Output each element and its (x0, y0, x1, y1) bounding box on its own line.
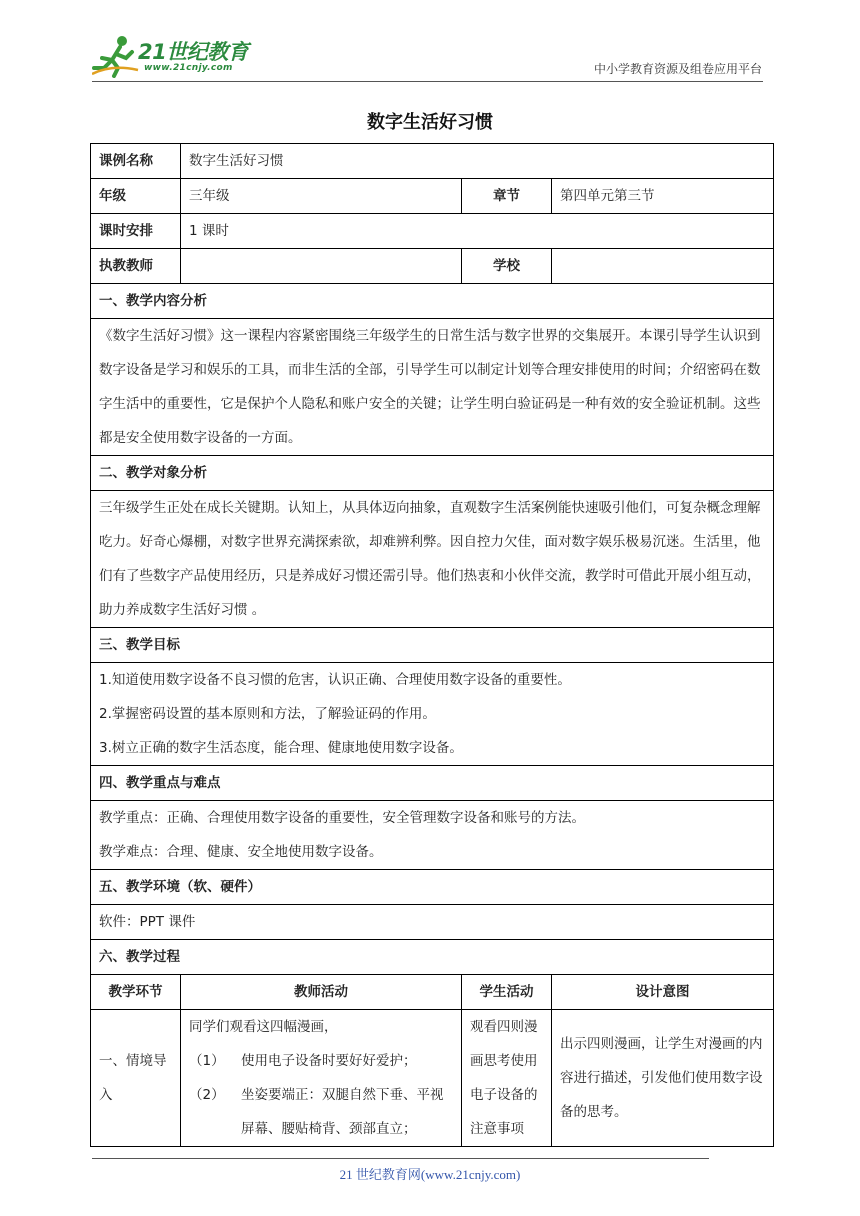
content-analysis-heading: 一、教学内容分析 (91, 284, 774, 319)
chapter-value: 第四单元第三节 (552, 179, 774, 214)
page-header (92, 30, 762, 82)
environment-text: 软件：PPT 课件 (91, 905, 774, 940)
chapter-label: 章节 (462, 179, 552, 214)
goal-item: 2.掌握密码设置的基本原则和方法，了解验证码的作用。 (99, 706, 436, 722)
student-activity-cell: 观看四则漫画思考使用电子设备的注意事项 (462, 1010, 552, 1147)
header-intent: 设计意图 (552, 975, 774, 1010)
difficult-point: 教学难点：合理、健康、安全地使用数字设备。 (99, 844, 383, 860)
hours-label: 课时安排 (91, 214, 181, 249)
design-intent-cell: 出示四则漫画，让学生对漫画的内容进行描述，引发他们使用数字设备的思考。 (552, 1010, 774, 1147)
header-divider (92, 81, 763, 82)
item-number: （2） (189, 1087, 225, 1103)
teacher-item (189, 1078, 453, 1146)
school-value (552, 249, 774, 284)
header-student: 学生活动 (462, 975, 552, 1010)
process-heading: 六、教学过程 (91, 940, 774, 975)
content-analysis-text: 《数字生活好习惯》这一课程内容紧密围绕三年级学生的日常生活与数字世界的交集展开。本课引导学生认识到数字设备是学习和娱乐的工具，而非生活的全部，引导学生可以制定计划等合理安排使用的时间；介绍密码在数字生活中的重要性，它是保护个人隐私和账户安全的关键；让学生明白验证码是一种有效的安全验证机制。这些都是安全使用数字设备的一方面。 (91, 319, 774, 456)
row-grade (91, 179, 774, 214)
goal-item: 1.知道使用数字设备不良习惯的危害，认识正确、合理使用数字设备的重要性。 (99, 672, 571, 688)
row-hours (91, 214, 774, 249)
header-teacher: 教师活动 (181, 975, 462, 1010)
goals-heading: 三、教学目标 (91, 628, 774, 663)
lesson-plan-table (90, 143, 774, 1147)
object-analysis-text: 三年级学生正处在成长关键期。认知上，从具体迈向抽象，直观数字生活案例能快速吸引他们，可复杂概念理解吃力。好奇心爆棚，对数字世界充满探索欲，却难辨利弊。因自控力欠佳，面对数字娱乐极易沉迷。生活里，他们有了些数字产品使用经历，只是养成好习惯还需引导。他们热衷和小伙伴交流，教学时可借此开展小组互动，助力养成数字生活好习惯 。 (91, 491, 774, 628)
teacher-activity-cell (181, 1010, 462, 1147)
logo-text: 21世纪教育 (138, 40, 249, 64)
teacher-intro: 同学们观看这四幅漫画， (189, 1019, 338, 1035)
item-text: 使用电子设备时要好好爱护； (241, 1053, 417, 1069)
footer-divider (92, 1158, 709, 1159)
stage-cell: 一、情境导入 (91, 1010, 181, 1147)
document-title: 数字生活好习惯 (367, 112, 493, 133)
goals-list (91, 663, 774, 766)
grade-label: 年级 (91, 179, 181, 214)
grade-value: 三年级 (181, 179, 462, 214)
process-row (91, 1010, 774, 1147)
school-label: 学校 (462, 249, 552, 284)
runner-logo-icon (92, 34, 140, 78)
row-course (91, 144, 774, 179)
teacher-value (181, 249, 462, 284)
key-points (91, 801, 774, 870)
hours-value: 1 课时 (181, 214, 774, 249)
item-text: 坐姿要端正：双腿自然下垂、平视屏幕、腰贴椅背、颈部直立； (241, 1087, 444, 1137)
platform-name: 中小学教育资源及组卷应用平台 (593, 62, 762, 76)
object-analysis-heading: 二、教学对象分析 (91, 456, 774, 491)
teacher-label: 执教教师 (91, 249, 181, 284)
goal-item: 3.树立正确的数字生活态度，能合理、健康地使用数字设备。 (99, 740, 463, 756)
key-points-heading: 四、教学重点与难点 (91, 766, 774, 801)
course-value: 数字生活好习惯 (181, 144, 774, 179)
footer-text: 21 世纪教育网(www.21cnjy.com) (339, 1167, 521, 1182)
key-point: 教学重点：正确、合理使用数字设备的重要性，安全管理数字设备和账号的方法。 (99, 810, 585, 826)
logo-url: www.21cnjy.com (144, 63, 233, 73)
environment-heading: 五、教学环境（软、硬件） (91, 870, 774, 905)
header-stage: 教学环节 (91, 975, 181, 1010)
item-number: （1） (189, 1053, 225, 1069)
teacher-item (189, 1044, 453, 1078)
row-teacher (91, 249, 774, 284)
process-header-row (91, 975, 774, 1010)
logo (92, 30, 292, 82)
course-label: 课例名称 (91, 144, 181, 179)
